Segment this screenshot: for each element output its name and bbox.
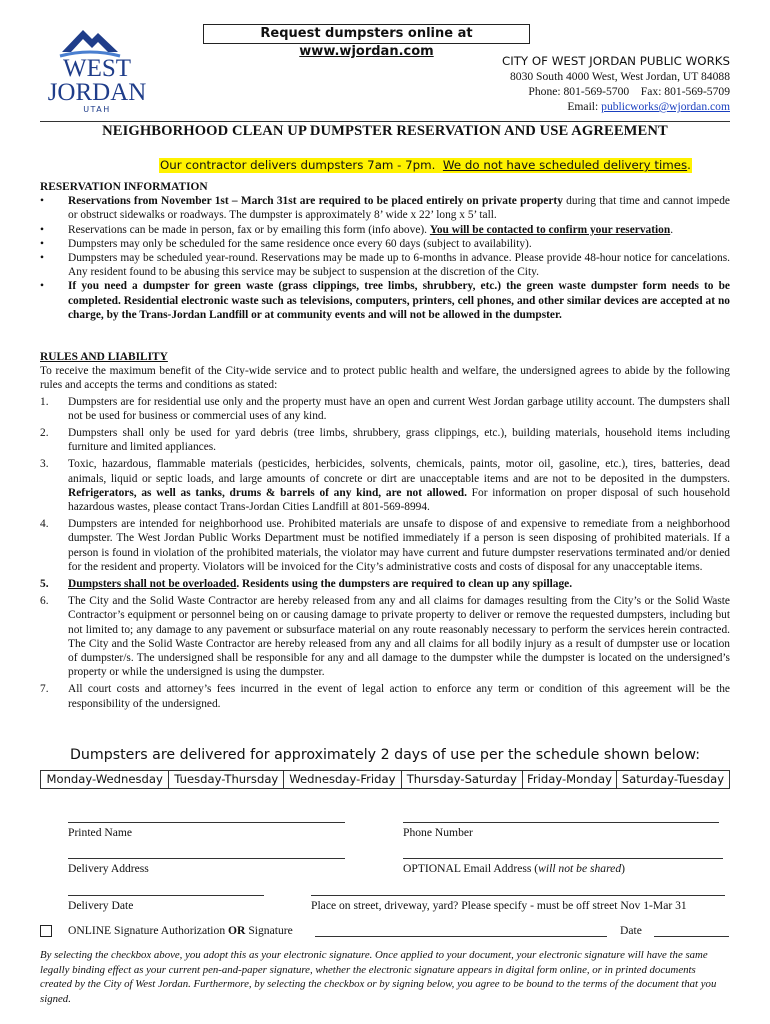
rule-7: All court costs and attorney’s fees incurred in the event of legal action to enforce any term or condition of this agreement will be the responsibility of the undersigned. [68,683,730,710]
email-label: Email: [567,100,602,113]
reservation-b1-bold: Reservations from November 1st – March 31st are required to be placed entirely on private property [68,195,563,208]
delivery-hours-notice [159,158,692,173]
reservation-section [40,180,730,322]
placement-field[interactable] [311,895,725,896]
list-item: 1. Dumpsters are for residential use only and the property must have an open and current West Jordan garbage utility account. The dumpsters shall not be used for business or commercial uses of any kind. [40,395,730,422]
delivery-date-field[interactable] [68,895,264,896]
phone-number-field[interactable] [403,822,719,823]
schedule-option[interactable]: Monday-Wednesday [41,771,169,789]
reservation-b5: If you need a dumpster for green waste (grass clippings, tree limbs, shrubbery, etc.) the green waste dumpster form needs to be completed. Residential electronic waste such as televisions, computers, printers, cell phones, and other similar devices are accepted at no charge, by the Trans-Jordan Landfill or at community events and will not be allowed in the dumpster. [68,280,730,321]
rule-3b: Refrigerators, as well as tanks, drums & barrels of any kind, are not allowed. [68,486,467,499]
bullet-icon: • [40,280,44,293]
fax: Fax: 801-569-5709 [640,85,730,98]
rule-3a: Toxic, hazardous, flammable materials (pesticides, herbicides, solvents, chemicals, paints, motor oil, gasoline, etc.), tires, batteries, dead animals, liquid or septic loads, and large amounts of concrete or dirt are unacceptable items and are not to be deposited in the dumpsters. [68,458,730,485]
rule-3c: For information on proper disposal of such household hazardous wastes, please contact Trans-Jordan Cities Landfill at 801-569-8994. [68,486,730,514]
phone: Phone: 801-569-5700 [528,85,630,98]
notice-part3: . [687,158,691,172]
website-link[interactable]: www.wjordan.com [299,44,434,59]
email-line [502,99,730,114]
bullet-icon: • [40,223,44,236]
date-label: Date [620,924,642,937]
list-item: 6. The City and the Solid Waste Contractor are hereby released from any and all claims for damages resulting from the City’s or the Solid Waste Contractor’s equipment or personnel being on or causing damage to private property to deliver or remove the requested dumpsters, including but not limited to; any damage to any pavement or subsurface material on any route reasonably necessary to perform the services herein contracted. The City and the Solid Waste Contractor are hereby released from any and all claims for all bodily injury as a result of dumpster use or location of dumpster/s. The undersigned shall be responsible for any and all damage to the dumpster while the dumpster is located on the undersigned’s property or while the undersigned is using the dumpster. [40,595,730,679]
printed-name-field[interactable] [68,822,345,823]
rule-2: Dumpsters shall only be used for yard debris (tree limbs, shrubbery, grass clippings, etc.), building materials, household items including furniture and limited appliances. [68,427,730,454]
notice-part1: Our contractor delivers dumpsters 7am - 7pm. [160,158,436,172]
reservation-b1-rest: during that time and cannot impede or obstruct sidewalks or roadways. The dumpster is approximately 8’ wide x 22’ long x 5’ tall. [68,195,730,222]
schedule-title: Dumpsters are delivered for approximately 2 days of use per the schedule shown below: [69,747,701,763]
list-item [40,279,730,322]
delivery-address-label: Delivery Address [68,862,149,875]
bullet-icon: • [40,195,44,208]
email-link[interactable]: publicworks@wjordan.com [601,100,730,113]
delivery-address-field[interactable] [68,858,345,859]
notice-part2: We do not have scheduled delivery times [442,158,688,172]
bullet-icon: • [40,237,44,250]
online-request-banner [203,24,530,59]
rules-heading: RULES AND LIABILITY [40,351,168,363]
logo-jordan-text: JORDAN [47,79,147,106]
mountain-logo-icon [40,22,155,114]
org-name: CITY OF WEST JORDAN PUBLIC WORKS [502,54,730,68]
schedule-option[interactable]: Wednesday-Friday [284,771,401,789]
reservation-b2-end: . [670,223,674,236]
signature-date-field[interactable] [654,936,729,937]
schedule-option[interactable]: Saturday-Tuesday [616,771,729,789]
online-signature-label: ONLINE Signature Authorization OR Signature [68,924,293,937]
bullet-icon: • [40,252,44,265]
email-optional-label: OPTIONAL Email Address (will not be shared) [403,862,625,875]
rule-4: Dumpsters are intended for neighborhood use. Prohibited materials are unsafe to dispose of and expensive to remediate from a neighborhood dumpster. The West Jordan Public Works Department must be notified immediately if a person is seen disposing of prohibited materials. If a person is found in violation of the prohibited materials, the violator may have current and future dumpster reservations terminated and/or denied for the resident and property. Violators will be invoiced for the City’s administrative costs and costs of disposal for any unacceptable items. [68,518,730,573]
list-item: 3. Toxic, hazardous, flammable materials (pesticides, herbicides, solvents, chemicals, paints, motor oil, gasoline, etc.), tires, batteries, dead animals, liquid or septic loads, and large amounts of concrete or dirt are unacceptable items and are not to be deposited in the dumpsters. Refrigerators, as well as tanks, drums & barrels of any kind, are not allowed. For information on proper disposal of such household hazardous wastes, please contact Trans-Jordan Cities Landfill at 801-569-8994. [40,458,730,514]
header-divider [40,121,730,122]
list-item [40,251,730,279]
schedule-option[interactable]: Friday-Monday [523,771,617,789]
rules-intro: To receive the maximum benefit of the City-wide service and to protect public health and welfare, the undersigned agrees to abide by the following rules and accepts the terms and conditions as stated: [40,365,730,392]
list-item [40,194,730,222]
esignature-disclaimer: By selecting the checkbox above, you adopt this as your electronic signature. Once applied to your document, your electronic signature will have the same legally binding effect as your current pen-and-paper signature, whether the electronic signature appears in digital form online, or in printed documents created by the City of West Jordan. Furthermore, by selecting the checkbox or by signing below, you agree to be bound to the terms of the document that you signed. [40,949,717,1005]
logo-utah-text: UTAH [83,105,111,114]
list-item: 4. Dumpsters are intended for neighborhood use. Prohibited materials are unsafe to dispose of and expensive to remediate from a neighborhood dumpster. The West Jordan Public Works Department must be notified immediately if a person is seen disposing of prohibited materials. If a person is found in violation of the prohibited materials, the violator may have current and future dumpster reservations terminated and/or denied for the resident and property. Violators will be invoiced for the City’s administrative costs and costs of disposal for any unacceptable items. [40,518,730,573]
rule-5b: . Residents using the dumpsters are required to clean up any spillage. [236,578,573,591]
placement-label: Place on street, driveway, yard? Please specify - must be off street Nov 1-Mar 31 [311,899,687,912]
list-item: 2. Dumpsters shall only be used for yard debris (tree limbs, shrubbery, grass clippings, etc.), building materials, household items including furniture and limited appliances. [40,427,730,454]
page-title: NEIGHBORHOOD CLEAN UP DUMPSTER RESERVATION AND USE AGREEMENT [102,123,668,139]
west-jordan-logo [40,22,155,114]
address: 8030 South 4000 West, West Jordan, UT 84088 [509,70,730,83]
rule-1: Dumpsters are for residential use only and the property must have an open and current West Jordan garbage utility account. The dumpsters shall not be used for business or commercial uses of any kind. [68,395,730,422]
banner-prefix: Request dumpsters online at [260,26,473,41]
online-signature-checkbox[interactable] [40,925,52,937]
list-item [40,237,730,251]
list-item [40,223,730,237]
schedule-option[interactable]: Thursday-Saturday [401,771,523,789]
reservation-b4: Dumpsters may be scheduled year-round. Reservations may be made up to 6-months in advance. Please provide 48-hour notice for cancelations. Any resident found to be abusing this service may be subject to suspension at the discretion of the City. [68,252,730,279]
delivery-date-label: Delivery Date [68,899,134,912]
reservation-b2-bold: You will be contacted to confirm your reservation [429,223,671,236]
schedule-option[interactable]: Tuesday-Thursday [169,771,284,789]
signature-field[interactable] [315,936,607,937]
reservation-b2-text: Reservations can be made in person, fax or by emailing this form (info above). [68,223,430,236]
contact-block [502,54,730,114]
printed-name-label: Printed Name [68,826,133,839]
schedule-table [40,770,730,789]
rule-5a: Dumpsters shall not be overloaded [68,578,237,591]
reservation-heading: RESERVATION INFORMATION [40,181,208,193]
logo-west-text: WEST [62,55,132,82]
email-field[interactable] [403,858,723,859]
reservation-b3: Dumpsters may only be scheduled for the same residence once every 60 days (subject to availability). [68,237,532,250]
phone-number-label: Phone Number [403,826,473,839]
rules-section [40,350,730,714]
list-item: 5. Dumpsters shall not be overloaded. Residents using the dumpsters are required to clean up any spillage. [40,578,573,591]
list-item: 7. All court costs and attorney’s fees incurred in the event of legal action to enforce any term or condition of this agreement will be the responsibility of the undersigned. [40,683,730,710]
rule-6: The City and the Solid Waste Contractor are hereby released from any and all claims for damages resulting from the City’s or the Solid Waste Contractor’s equipment or personnel being on or causing damage to private property to deliver or remove the requested dumpsters, including but not limited to; any damage to any pavement or subsurface material on any route reasonably necessary to perform the services herein contracted. The City and the Solid Waste Contractor are hereby released from any and all claims for all bodily injury as a result of dumpster use or location of dumpster/s. The undersigned shall be responsible for any and all damage to the dumpster while the dumpster is located on the undersigned’s property or while the undersigned is using the dumpster. [68,595,730,679]
phone-fax [502,84,730,99]
